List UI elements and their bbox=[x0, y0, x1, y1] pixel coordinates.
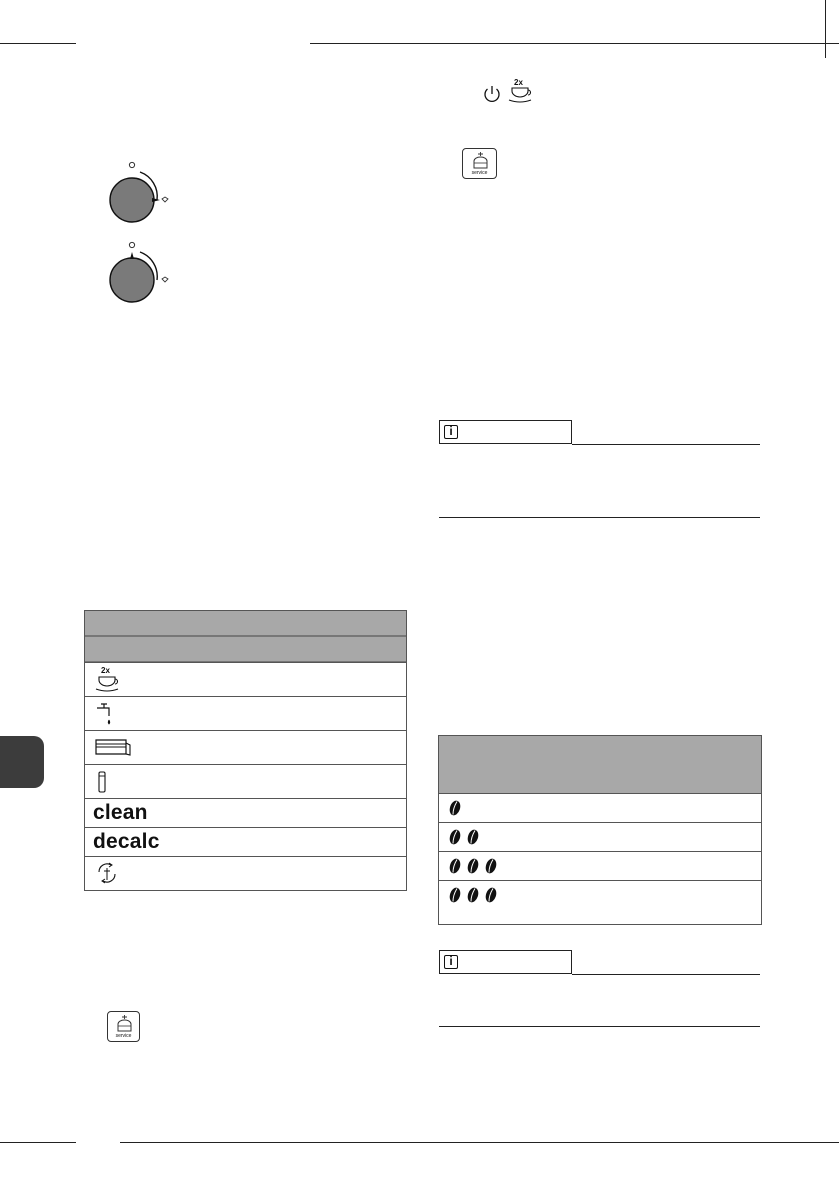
info-note-rule-bottom bbox=[439, 1026, 760, 1027]
symbol-table-header bbox=[85, 611, 406, 636]
tap-drip-icon bbox=[93, 700, 123, 728]
table-row bbox=[439, 851, 761, 880]
double-cup-icon bbox=[93, 667, 123, 693]
service-button-label: service bbox=[115, 1033, 132, 1039]
knob-steam-position bbox=[104, 160, 184, 230]
coffee-bean-icon bbox=[448, 886, 462, 904]
coffee-bean-icon bbox=[466, 857, 480, 875]
bean-strength-table bbox=[438, 735, 762, 925]
info-note-rule-bottom bbox=[439, 517, 760, 518]
drip-tray-icon bbox=[93, 735, 133, 761]
double-cup-icon bbox=[506, 78, 536, 104]
table-row bbox=[439, 793, 761, 822]
top-rule-left bbox=[0, 43, 76, 44]
info-icon: i bbox=[444, 955, 458, 969]
clean-label: clean bbox=[93, 801, 148, 824]
bottom-rule-right bbox=[120, 1142, 839, 1143]
info-note-box bbox=[439, 950, 572, 974]
rinse-cycle-icon bbox=[93, 860, 123, 888]
service-button-label: service bbox=[471, 170, 488, 176]
coffee-bean-icon bbox=[466, 886, 480, 904]
table-row bbox=[439, 880, 761, 924]
symbol-table-subheader bbox=[85, 636, 406, 662]
table-row bbox=[85, 827, 406, 856]
table-row bbox=[85, 696, 406, 730]
info-icon: i bbox=[444, 425, 458, 439]
table-row bbox=[85, 856, 406, 890]
decalc-label: decalc bbox=[93, 830, 160, 853]
coffee-bean-icon bbox=[448, 857, 462, 875]
bean-table-header bbox=[439, 736, 761, 793]
table-row bbox=[85, 662, 406, 696]
service-button[interactable] bbox=[107, 1011, 140, 1042]
table-row bbox=[439, 822, 761, 851]
coffee-bean-icon bbox=[448, 828, 462, 846]
table-row bbox=[85, 730, 406, 764]
water-filter-icon bbox=[93, 769, 113, 795]
coffee-bean-icon bbox=[484, 857, 498, 875]
table-row bbox=[85, 798, 406, 827]
table-row bbox=[85, 764, 406, 798]
double-cup-label: 2x bbox=[101, 665, 110, 675]
chapter-tab bbox=[0, 736, 44, 788]
bottom-rule-left bbox=[0, 1142, 76, 1143]
knob-off-position bbox=[104, 240, 184, 310]
power-icon bbox=[482, 84, 502, 104]
coffee-bean-icon bbox=[448, 799, 462, 817]
top-rule-right bbox=[310, 43, 839, 44]
info-note-box bbox=[439, 420, 572, 444]
service-button[interactable] bbox=[462, 148, 497, 179]
coffee-bean-icon bbox=[466, 828, 480, 846]
crop-mark-vertical bbox=[825, 0, 826, 58]
info-note-rule-top bbox=[572, 444, 760, 445]
info-note-rule-top bbox=[572, 974, 760, 975]
coffee-bean-icon bbox=[484, 886, 498, 904]
double-cup-label: 2x bbox=[514, 78, 523, 87]
symbol-table bbox=[84, 610, 407, 891]
